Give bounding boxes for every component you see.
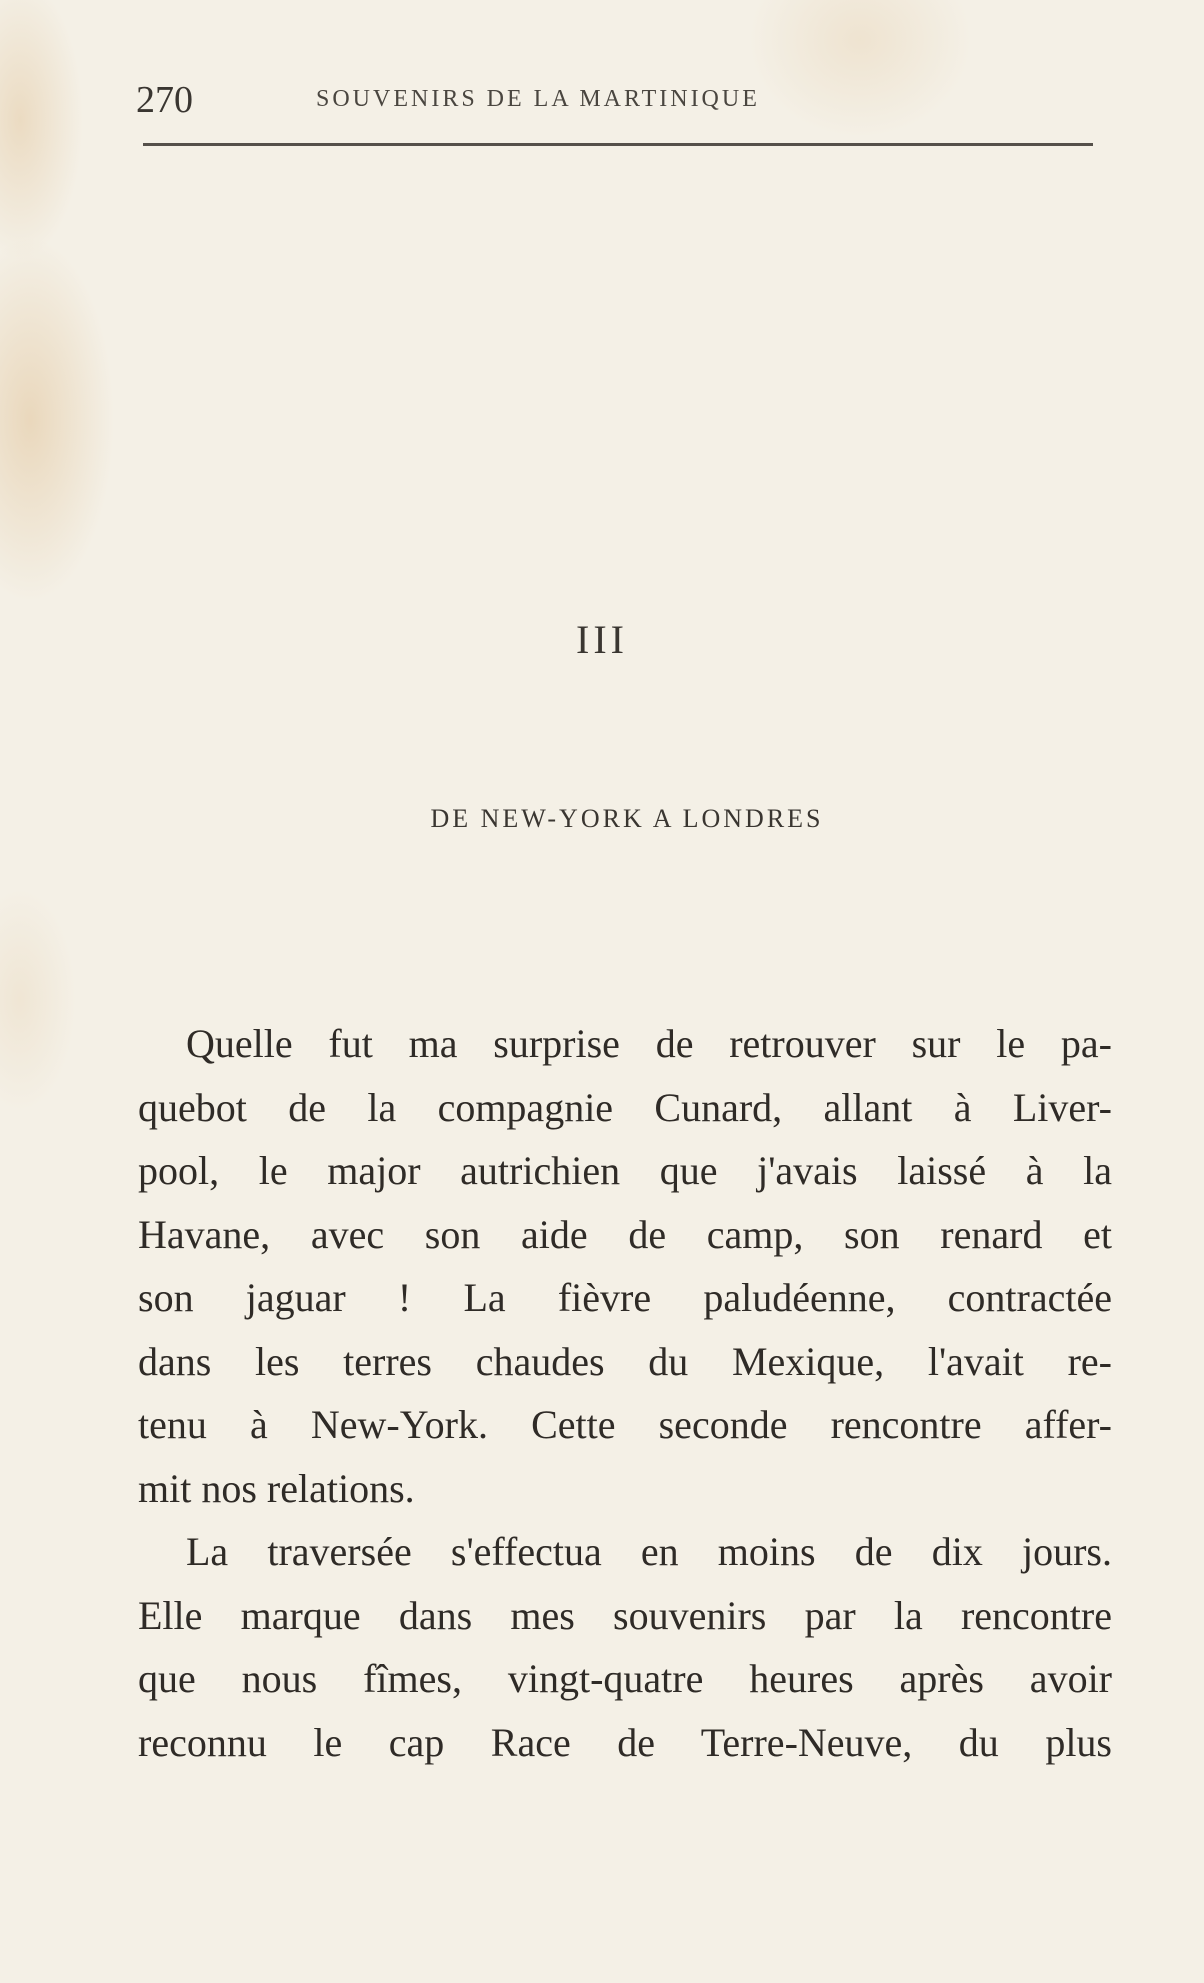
text-line: tenu à New-York. Cette seconde rencontre affer-: [138, 1402, 1112, 1447]
text-line: Elle marque dans mes souvenirs par la rencontre: [138, 1592, 1112, 1638]
text-line: dans les terres chaudes du Mexique, l'avait re-: [138, 1338, 1112, 1384]
text-line: pool, le major autrichien que j'avais laissé à la: [138, 1148, 1112, 1193]
text-line: reconnu le cap Race de Terre-Neuve, du plus: [138, 1719, 1112, 1765]
page-number: 270: [136, 79, 193, 121]
text-line: son jaguar ! La fièvre paludéenne, contractée: [138, 1275, 1112, 1320]
text-line: Quelle fut ma surprise de retrouver sur le pa-: [186, 1021, 1112, 1066]
body-text: [138, 1012, 1112, 1774]
text-line: quebot de la compagnie Cunard, allant à Liver-: [138, 1084, 1112, 1130]
text-line: que nous fîmes, vingt-quatre heures après avoir: [138, 1656, 1112, 1701]
running-title: SOUVENIRS DE LA MARTINIQUE: [316, 86, 760, 112]
text-line: mit nos relations.: [138, 1465, 415, 1511]
running-head: [136, 78, 1096, 121]
text-line: La traversée s'effectua en moins de dix jours.: [186, 1529, 1112, 1574]
chapter-title: DE NEW-YORK A LONDRES: [430, 804, 824, 833]
chapter-number: III: [576, 617, 628, 662]
header-rule: [143, 143, 1093, 146]
text-line: Havane, avec son aide de camp, son renard et: [138, 1211, 1112, 1257]
